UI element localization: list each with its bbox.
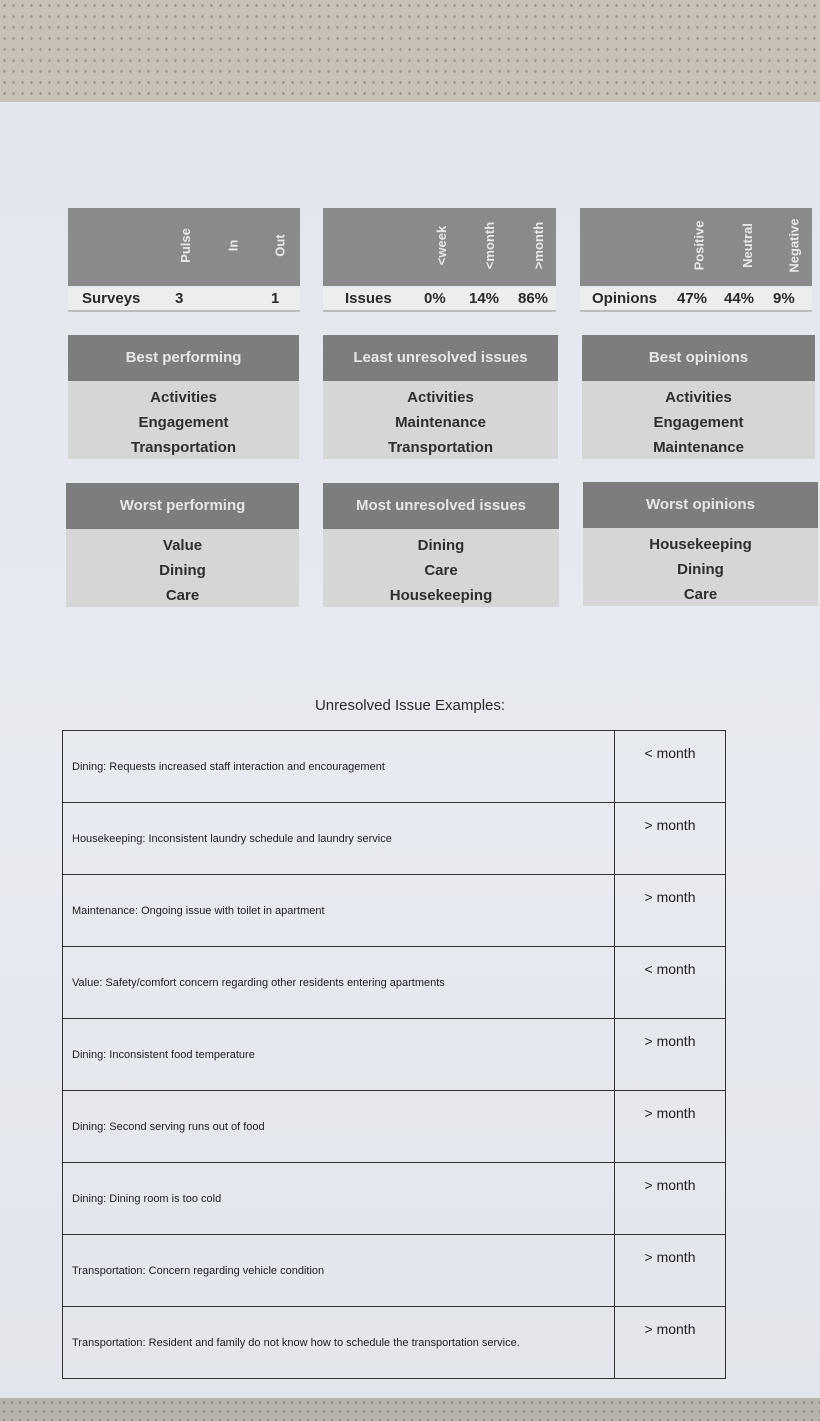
- worst-performing-list: [66, 529, 299, 607]
- opinions-row: [580, 288, 812, 312]
- table-row: [63, 1091, 726, 1163]
- month-value: 14%: [469, 290, 500, 307]
- list-item: Activities: [150, 389, 217, 406]
- list-item: Activities: [407, 389, 474, 406]
- most-unresolved-title: Most unresolved issues: [323, 483, 559, 529]
- table-row: [63, 875, 726, 947]
- least-unresolved-list: [323, 381, 558, 459]
- opinions-label: Opinions: [592, 290, 657, 307]
- table-row: [63, 1307, 726, 1379]
- issue-duration: < month: [615, 731, 726, 803]
- best-performing-list: [68, 381, 299, 459]
- issue-description: Transportation: Concern regarding vehicle condition: [63, 1235, 615, 1307]
- best-performing-title: Best performing: [68, 335, 299, 381]
- pulse-header: Pulse: [177, 227, 193, 263]
- negative-value: 9%: [773, 290, 795, 307]
- countertop-bottom: [0, 1398, 820, 1421]
- best-performing-block: [68, 335, 299, 459]
- list-item: Value: [162, 537, 203, 554]
- issue-duration: > month: [615, 1235, 726, 1307]
- negative-header: Negative: [786, 217, 802, 273]
- list-item: Transportation: [130, 439, 236, 456]
- issue-description: Dining: Second serving runs out of food: [63, 1091, 615, 1163]
- countertop-top: [0, 0, 820, 102]
- best-opinions-block: [582, 335, 815, 459]
- list-item: Care: [683, 586, 718, 603]
- issue-description: Maintenance: Ongoing issue with toilet in apartment: [63, 875, 615, 947]
- table-row: [63, 947, 726, 1019]
- issue-duration: > month: [615, 1019, 726, 1091]
- issue-duration: > month: [615, 1163, 726, 1235]
- issues-block: [323, 208, 556, 312]
- list-item: Care: [424, 562, 458, 579]
- table-row: [63, 1235, 726, 1307]
- most-unresolved-block: [323, 483, 559, 607]
- unresolved-issues-table: [62, 730, 726, 1379]
- table-row: [63, 1163, 726, 1235]
- issue-duration: < month: [615, 947, 726, 1019]
- surveys-row: [68, 288, 300, 312]
- issue-description: Dining: Inconsistent food temperature: [63, 1019, 615, 1091]
- surveys-block: [68, 208, 300, 312]
- neutral-header: Neutral: [739, 222, 755, 268]
- list-item: Engagement: [653, 414, 744, 431]
- best-opinions-list: [582, 381, 815, 459]
- list-item: Dining: [677, 561, 724, 578]
- neutral-value: 44%: [724, 290, 755, 307]
- best-opinions-title: Best opinions: [582, 335, 815, 381]
- list-item: Activities: [665, 389, 732, 406]
- list-item: Dining: [159, 562, 206, 579]
- worst-performing-title: Worst performing: [66, 483, 299, 529]
- over-month-header: >month: [531, 221, 547, 269]
- opinions-header: [580, 208, 812, 286]
- table-row: [63, 803, 726, 875]
- issue-description: Value: Safety/comfort concern regarding other residents entering apartments: [63, 947, 615, 1019]
- issues-label: Issues: [345, 290, 392, 307]
- least-unresolved-title: Least unresolved issues: [323, 335, 558, 381]
- surveys-header: [68, 208, 300, 286]
- list-item: Maintenance: [653, 439, 744, 456]
- week-header: <week: [434, 225, 450, 265]
- positive-header: Positive: [691, 220, 707, 270]
- list-item: Dining: [417, 537, 465, 554]
- issue-duration: > month: [615, 875, 726, 947]
- list-item: Transportation: [387, 439, 493, 456]
- issue-description: Dining: Dining room is too cold: [63, 1163, 615, 1235]
- issues-row: [323, 288, 556, 312]
- month-header: <month: [482, 221, 498, 269]
- issue-duration: > month: [615, 1091, 726, 1163]
- surveys-label: Surveys: [82, 290, 141, 307]
- worst-opinions-list: [583, 528, 818, 606]
- list-item: Engagement: [138, 414, 229, 431]
- list-item: Housekeeping: [649, 536, 752, 553]
- issues-header: [323, 208, 556, 286]
- over-month-value: 86%: [518, 290, 549, 307]
- out-value: 1: [271, 290, 280, 307]
- pulse-value: 3: [175, 290, 184, 307]
- list-item: Housekeeping: [389, 587, 493, 604]
- issue-description: Transportation: Resident and family do not know how to schedule the transportation service.: [63, 1307, 615, 1379]
- issue-description: Dining: Requests increased staff interaction and encouragement: [63, 731, 615, 803]
- worst-performing-block: [66, 483, 299, 607]
- issue-duration: > month: [615, 803, 726, 875]
- in-header: In: [225, 239, 241, 251]
- issue-description: Housekeeping: Inconsistent laundry schedule and laundry service: [63, 803, 615, 875]
- worst-opinions-title: Worst opinions: [583, 482, 818, 528]
- table-row: [63, 1019, 726, 1091]
- examples-title: Unresolved Issue Examples:: [314, 697, 506, 714]
- list-item: Maintenance: [395, 414, 486, 431]
- worst-opinions-block: [583, 482, 818, 606]
- list-item: Care: [165, 587, 200, 604]
- opinions-block: [580, 208, 812, 312]
- week-value: 0%: [424, 290, 446, 307]
- out-header: Out: [272, 233, 288, 257]
- most-unresolved-list: [323, 529, 559, 607]
- table-row: [63, 731, 726, 803]
- least-unresolved-block: [323, 335, 558, 459]
- issue-duration: > month: [615, 1307, 726, 1379]
- positive-value: 47%: [677, 290, 708, 307]
